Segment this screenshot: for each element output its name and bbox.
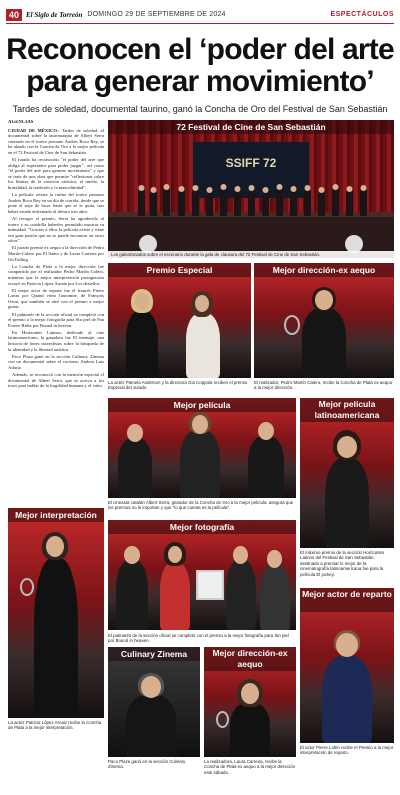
photo-culinary-zinema — [108, 647, 200, 757]
photo-mejor-pelicula — [108, 398, 296, 498]
photo-mejor-interpretacion — [8, 508, 104, 718]
photo-title: Mejor interpretación — [8, 508, 104, 522]
photo-mejor-direccion-2 — [204, 647, 296, 757]
article-paragraph: Además, se reconoció con la mención especial el documental de Albert Serra, que se acerca a los toros para hablar de la fragilidad humana y el valor. — [8, 371, 104, 389]
newspaper-name: El Siglo de Torreón — [26, 10, 83, 19]
photo-title: Culinary Zinema — [108, 647, 200, 661]
stage-illustration — [108, 120, 394, 258]
award-statuette — [284, 315, 300, 335]
dateline: CIUDAD DE MÉXICO.- — [8, 127, 60, 133]
headline: Reconocen el ‘poder del arte para generar movimiento’ — [6, 33, 394, 98]
award-plaque — [196, 570, 224, 600]
article-paragraph: El palmarés de la sección oficial se completó con el premio a la mejor fotografía para Sin piel de Pau Esteve Birba por Bound in heaven. — [8, 311, 104, 328]
photo-caption: Paco Plaza ganó en la sección Culinary Zinema. — [108, 759, 186, 770]
byline: AGENCIAS — [8, 120, 34, 125]
photo-title: Mejor película — [108, 398, 296, 412]
photo-mejor-fotografia — [108, 520, 296, 630]
issue-date: DOMINGO 29 DE SEPTIEMBRE DE 2024 — [87, 11, 226, 18]
page-number: 40 — [6, 9, 22, 21]
photo-title: Mejor dirección-ex aequo — [254, 263, 394, 277]
photo-title: Mejor actor de reparto — [300, 588, 394, 612]
article-paragraph: La Concha de Plata a la mejor dirección fue compartida por el realizador Pedro Martín Calero, mientras que la mejor interpretación protagonista recayó en Patricia López Arnaiz por Los destellos. — [8, 263, 104, 286]
deck: Tardes de soledad, documental taurino, ganó la Concha de Oro del Festival de San Sebastián — [12, 104, 388, 114]
photo-caption: La actriz Pamela Anderson y la directora Gia Coppola reciben el premio Especial del Jurado. — [108, 380, 248, 391]
article-paragraph: CIUDAD DE MÉXICO.- Tardes de soledad, el documental sobre la tauromaquia de Albert Serra centrado en el torero peruano Andrés Roca Rey, se ha alzado con la Concha de Oro a la mejor película en el 72 Festival de Cine de San Sebastián. — [8, 127, 104, 155]
photo-caption: Los galardonados sobre el escenario durante la gala de clausura del 72 Festival de Cine de San Sebastián. — [108, 251, 394, 258]
article-paragraph: En Horizontes Latinos, dedicado al cine latinoamericano, la ganadora fue El mensaje, una historia de tintes surrealistas sobre la búsqueda de la identidad y la libertad artística. — [8, 329, 104, 352]
article-paragraph: El jurado ha reconocido "el poder del arte que obliga al espectador para poder juzgar", así como "el poder del arte para generar movimiento" y que se trata de una obra que permite "reflexionar sobre los límites de la creación artística, el miedo, la brutalidad, la tradición y la masculinidad". — [8, 157, 104, 191]
photo-title: Mejor dirección-ex aequo — [204, 647, 296, 671]
photo-title: 72 Festival de Cine de San Sebastián — [108, 120, 394, 134]
award-statuette — [216, 711, 229, 728]
page-header — [6, 6, 394, 24]
article-paragraph: Paco Plaza ganó en la sección Culinary Zinema con un documental sobre el cocinero Andoni Luis Aduriz. — [8, 353, 104, 370]
photo-main-stage — [108, 120, 394, 258]
photo-caption: La realizadora, Laura Carreira, recibe la Concha de Plata ex aequo a la mejor dirección este sábado. — [204, 759, 296, 775]
photo-mejor-direccion-1 — [254, 263, 394, 378]
section-label: ESPECTÁCULOS — [330, 11, 394, 18]
photo-premio-especial — [108, 263, 251, 378]
photo-mejor-pelicula-latinoamericana — [300, 398, 394, 548]
article-paragraph: El mejor actor de reparto fue el francés Pierre Lottin por Quand vient l'automne, de François Ozon, que también se alzó con el premio a mejor guion. — [8, 287, 104, 310]
photo-title: Mejor fotografía — [108, 520, 296, 534]
photo-mejor-actor-reparto — [300, 588, 394, 743]
article-paragraph: El jurado premió ex aequo a la dirección de Pedro Martín-Calero por El llanto y de Laura Carreira por On Falling. — [8, 245, 104, 262]
photo-title: Premio Especial — [108, 263, 251, 277]
photo-caption: El realizador, Pedro Martín Calero, recibe la Concha de Plata ex aequo a la mejor dirección. — [254, 380, 393, 391]
article-column — [8, 120, 104, 500]
photo-caption: El cineasta catalán Albert Serra, ganador de la Concha de Oro a la mejor película, asegura que los premios no le importan y que "lo que cuenta es la película". — [108, 500, 294, 511]
photo-caption: El máximo premio de la sección Horizontes Latinos del Festival de San Sebastián, destinado a premiar lo mejor de la cinematografía latinoamericana fue para la película El jockey. — [300, 550, 385, 577]
photo-title: Mejor película latinoamericana — [300, 398, 394, 422]
screen-logo: SSIFF 72 — [225, 156, 277, 170]
photo-caption: La actriz Patricia López Arnaiz recibe la Concha de Plata a la mejor interpretación. — [8, 720, 102, 731]
award-statuette — [20, 578, 34, 596]
article-paragraph: La película retrata la rutina del torero peruano Andrés Roca Rey en un día de corrida, desde que se pone el traje de luces hasta que se le quita, tras haber estado enfrentado al diestro tres años. — [8, 192, 104, 214]
photo-caption: El palmarés de la sección oficial se completó con el premio a la mejor fotografía para Sin piel por Bound in heaven. — [108, 633, 289, 644]
photo-caption: El actor Pierre Lottin recibe el Premio a la mejor interpretación de reparto. — [300, 745, 394, 756]
article-paragraph: Al recoger el premio, Serra ha agradecido al torero y su cuadrilla haberles permitido mostrar su intimidad. "Gracias a ellos la película existe y tiene esa gran pasión que no se puede encontrar en otros sitios". — [8, 216, 104, 244]
